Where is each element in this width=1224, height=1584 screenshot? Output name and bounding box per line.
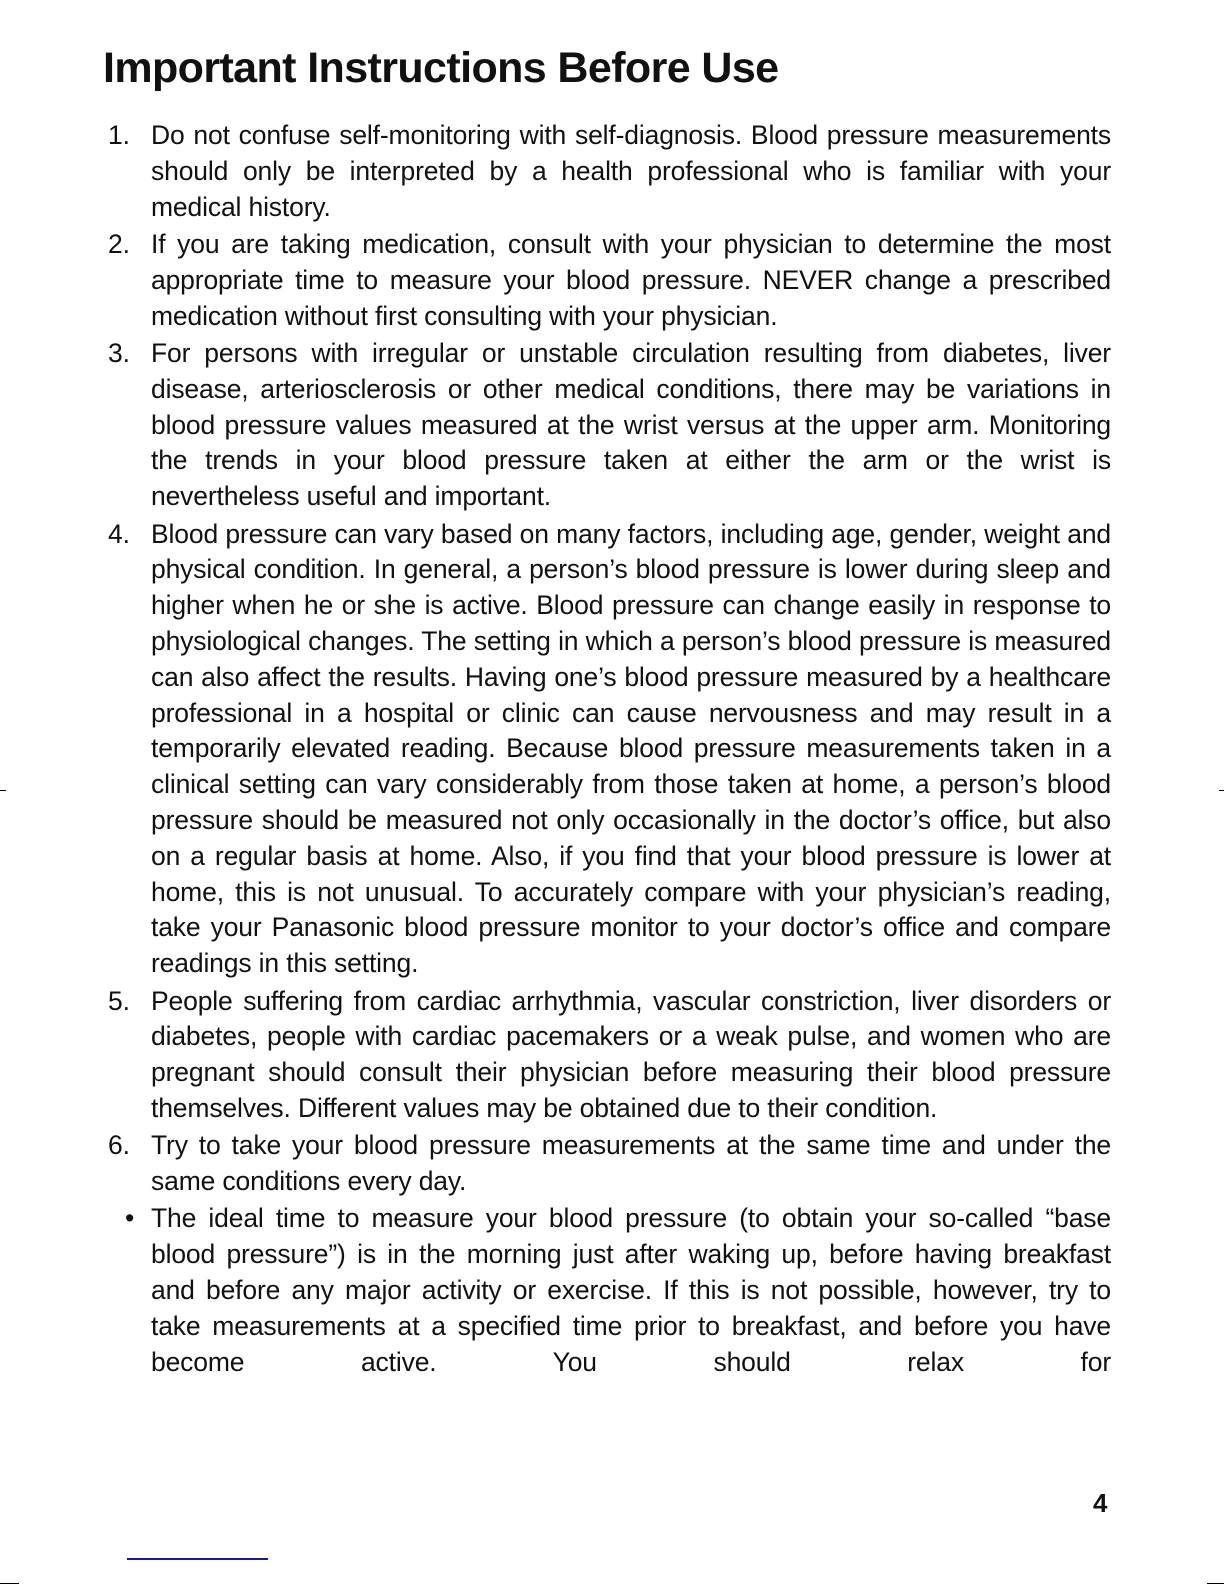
- crop-mark-left-mid: [0, 790, 6, 791]
- item-text: Blood pressure can vary based on many factors, including age, gender, weight and physical condition. In general, a person’s blood pressure is lower during sleep and higher when he or she is active. Blood pressure can change easily in response to physiological changes. The setting in which a person’s blood pressure is measured can also affect the results. Having one’s blood pressure measured by a healthcare professional in a hospital or clinic can cause nervousness and may result in a temporarily elevated reading. Because blood pressure measurements taken in a clinical setting can vary considerably from those taken at home, a person’s blood pressure should be measured not only occasionally in the doctor’s office, but also on a regular basis at home. Also, if you find that your blood pressure is lower at home, this is not unusual. To accurately compare with your physician’s reading, take your Panasonic blood pressure monitor to your doctor’s office and compare readings in this setting.: [151, 518, 1111, 979]
- item-number: 2.: [108, 228, 130, 259]
- instruction-item-1: [108, 118, 1111, 225]
- item-number: 1.: [108, 120, 130, 150]
- page-number: 4: [1093, 1488, 1108, 1518]
- item-number: 4.: [108, 518, 130, 549]
- instruction-item-5: [108, 984, 1111, 1127]
- item-number: 3.: [108, 337, 130, 368]
- bullet-text: The ideal time to measure your blood pressure (to obtain your so-called “base blood pressure”) is in the morning just after waking up, before having breakfast and before any major activity or exercise. If this is not possible, however, try to take measurements at a specified time prior to breakfast, and before you have become active. You should relax for: [151, 1203, 1111, 1377]
- page-title: Important Instructions Before Use: [103, 44, 779, 92]
- item-text: Try to take your blood pressure measurements at the same time and under the same conditions every day.: [151, 1130, 1111, 1197]
- footer-rule: [127, 1558, 268, 1560]
- instruction-item-6: [108, 1128, 1111, 1200]
- instructions-list: [108, 118, 1111, 1380]
- item-text: People suffering from cardiac arrhythmia, vascular constriction, liver disorders or diabetes, people with cardiac pacemakers or a weak pulse, and women who are pregnant should consult their physician before measuring their blood pressure themselves. Different values may be obtained due to their condition.: [151, 985, 1111, 1123]
- item-text: Do not confuse self-monitoring with self-diagnosis. Blood pressure measurements should only be interpreted by a health professional who is familiar with your medical history.: [151, 120, 1111, 222]
- instruction-item-4: [108, 517, 1111, 982]
- crop-mark-right-mid: [1219, 790, 1224, 791]
- item-text: If you are taking medication, consult with your physician to determine the most appropriate time to measure your blood pressure. NEVER change a prescribed medication without first consulting with your physician.: [151, 228, 1111, 331]
- instruction-item-3: [108, 336, 1111, 515]
- item-number: 6.: [108, 1130, 130, 1161]
- bullet-item-ideal-time: [108, 1201, 1111, 1380]
- instruction-item-2: [108, 227, 1111, 334]
- item-text: For persons with irregular or unstable circulation resulting from diabetes, liver disease, arteriosclerosis or other medical conditions, there may be variations in blood pressure values measured at the wrist versus at the upper arm. Monitoring the trends in your blood pressure taken at either the arm or the wrist is nevertheless useful and important.: [151, 337, 1111, 512]
- item-number: 5.: [108, 985, 130, 1016]
- bullet-icon: •: [125, 1203, 135, 1234]
